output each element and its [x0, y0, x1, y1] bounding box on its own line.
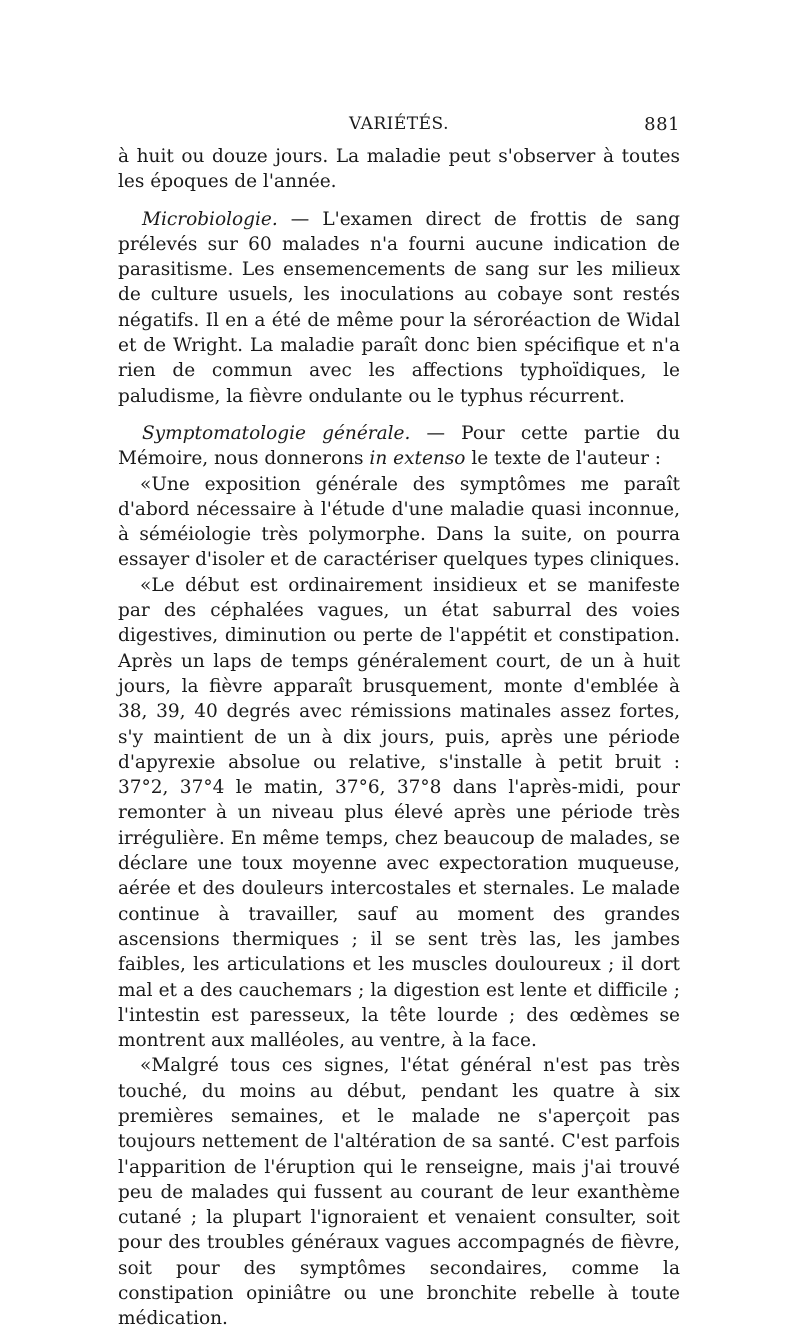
italic-in-extenso: in extenso: [369, 448, 466, 470]
quote-paragraph-exposition: «Une exposition générale des symptômes me paraît d'abord nécessaire à l'étude d'une maladie quasi inconnue, à séméiologie très polymorphe. Dans la suite, on pourra essayer d'isoler et de caractériser quelques types cliniques.: [118, 473, 680, 571]
quote-paragraph-malgre: «Malgré tous ces signes, l'état général n'est pas très touché, du moins au début, pendant les quatre à six premières semaines, et le malade ne s'aperçoit pas toujours nettement de l'altération de sa santé. C'est parfois l'apparition de l'éruption qui le renseigne, mais j'ai trouvé peu de malades qui fussent au courant de leur exanthème cutané ; la plupart l'ignoraient et venaient consulter, soit pour des troubles généraux vagues accompagnés de fièvre, soit pour des symptômes secondaires, comme la constipation opiniâtre ou une bronchite rebelle à toute médication.: [118, 1055, 680, 1330]
quote-paragraph-debut: «Le début est ordinairement insidieux et se manifeste par des céphalées vagues, un état saburral des voies digestives, diminution ou perte de l'appétit et constipation. Après un laps de temps généralement court, de un à huit jours, la fièvre apparaît brusquement, monte d'emblée à 38, 39, 40 degrés avec rémissions matinales assez fortes, s'y maintient de un à dix jours, puis, après une période d'apyrexie absolue ou relative, s'installe à petit bruit : 37°2, 37°4 le matin, 37°6, 37°8 dans l'après-midi, pour remonter à un niveau plus élevé après une période très irrégulière. En même temps, chez beaucoup de malades, se déclare une toux moyenne avec expectoration muqueuse, aérée et des douleurs intercostales et sternales. Le malade continue à travailler, sauf au moment des grandes ascensions thermiques ; il se sent très las, les jambes faibles, les articulations et les muscles douloureux ; il dort mal et a des cauchemars ; la digestion est lente et difficile ; l'intestin est paresseux, la tête lourde ; des œdèmes se montrent aux malléoles, au ventre, à la face.: [118, 574, 680, 1052]
paragraph-symptomatologie-text-a: — Pour cette partie du Mémoire, nous donnerons: [118, 422, 680, 470]
paragraph-microbiologie: [118, 207, 680, 409]
page-number: 881: [644, 114, 680, 135]
running-title: VARIÉTÉS.: [348, 114, 450, 134]
paragraph-symptomatologie: [118, 421, 680, 472]
section-heading-symptomatologie: Symptomatologie générale.: [142, 422, 411, 444]
paragraph-continuation: à huit ou douze jours. La maladie peut s'observer à toutes les époques de l'année.: [118, 146, 680, 193]
paragraph-symptomatologie-text-b: le texte de l'auteur :: [465, 448, 662, 470]
paragraph-microbiologie-text: — L'examen direct de frottis de sang prélevés sur 60 malades n'a fourni aucune indication de parasitisme. Les ensemencements de sang sur les milieux de culture usuels, les inoculations au cobaye sont restés négatifs. Il en a été de même pour la séroréaction de Widal et de Wright. La maladie paraît donc bien spécifique et n'a rien de commun avec les affections typhoïdiques, le paludisme, la fièvre ondulante ou le typhus récurrent.: [118, 208, 680, 407]
section-heading-microbiologie: Microbiologie.: [142, 208, 278, 230]
running-header: [118, 108, 680, 144]
document-page: [118, 108, 680, 1332]
